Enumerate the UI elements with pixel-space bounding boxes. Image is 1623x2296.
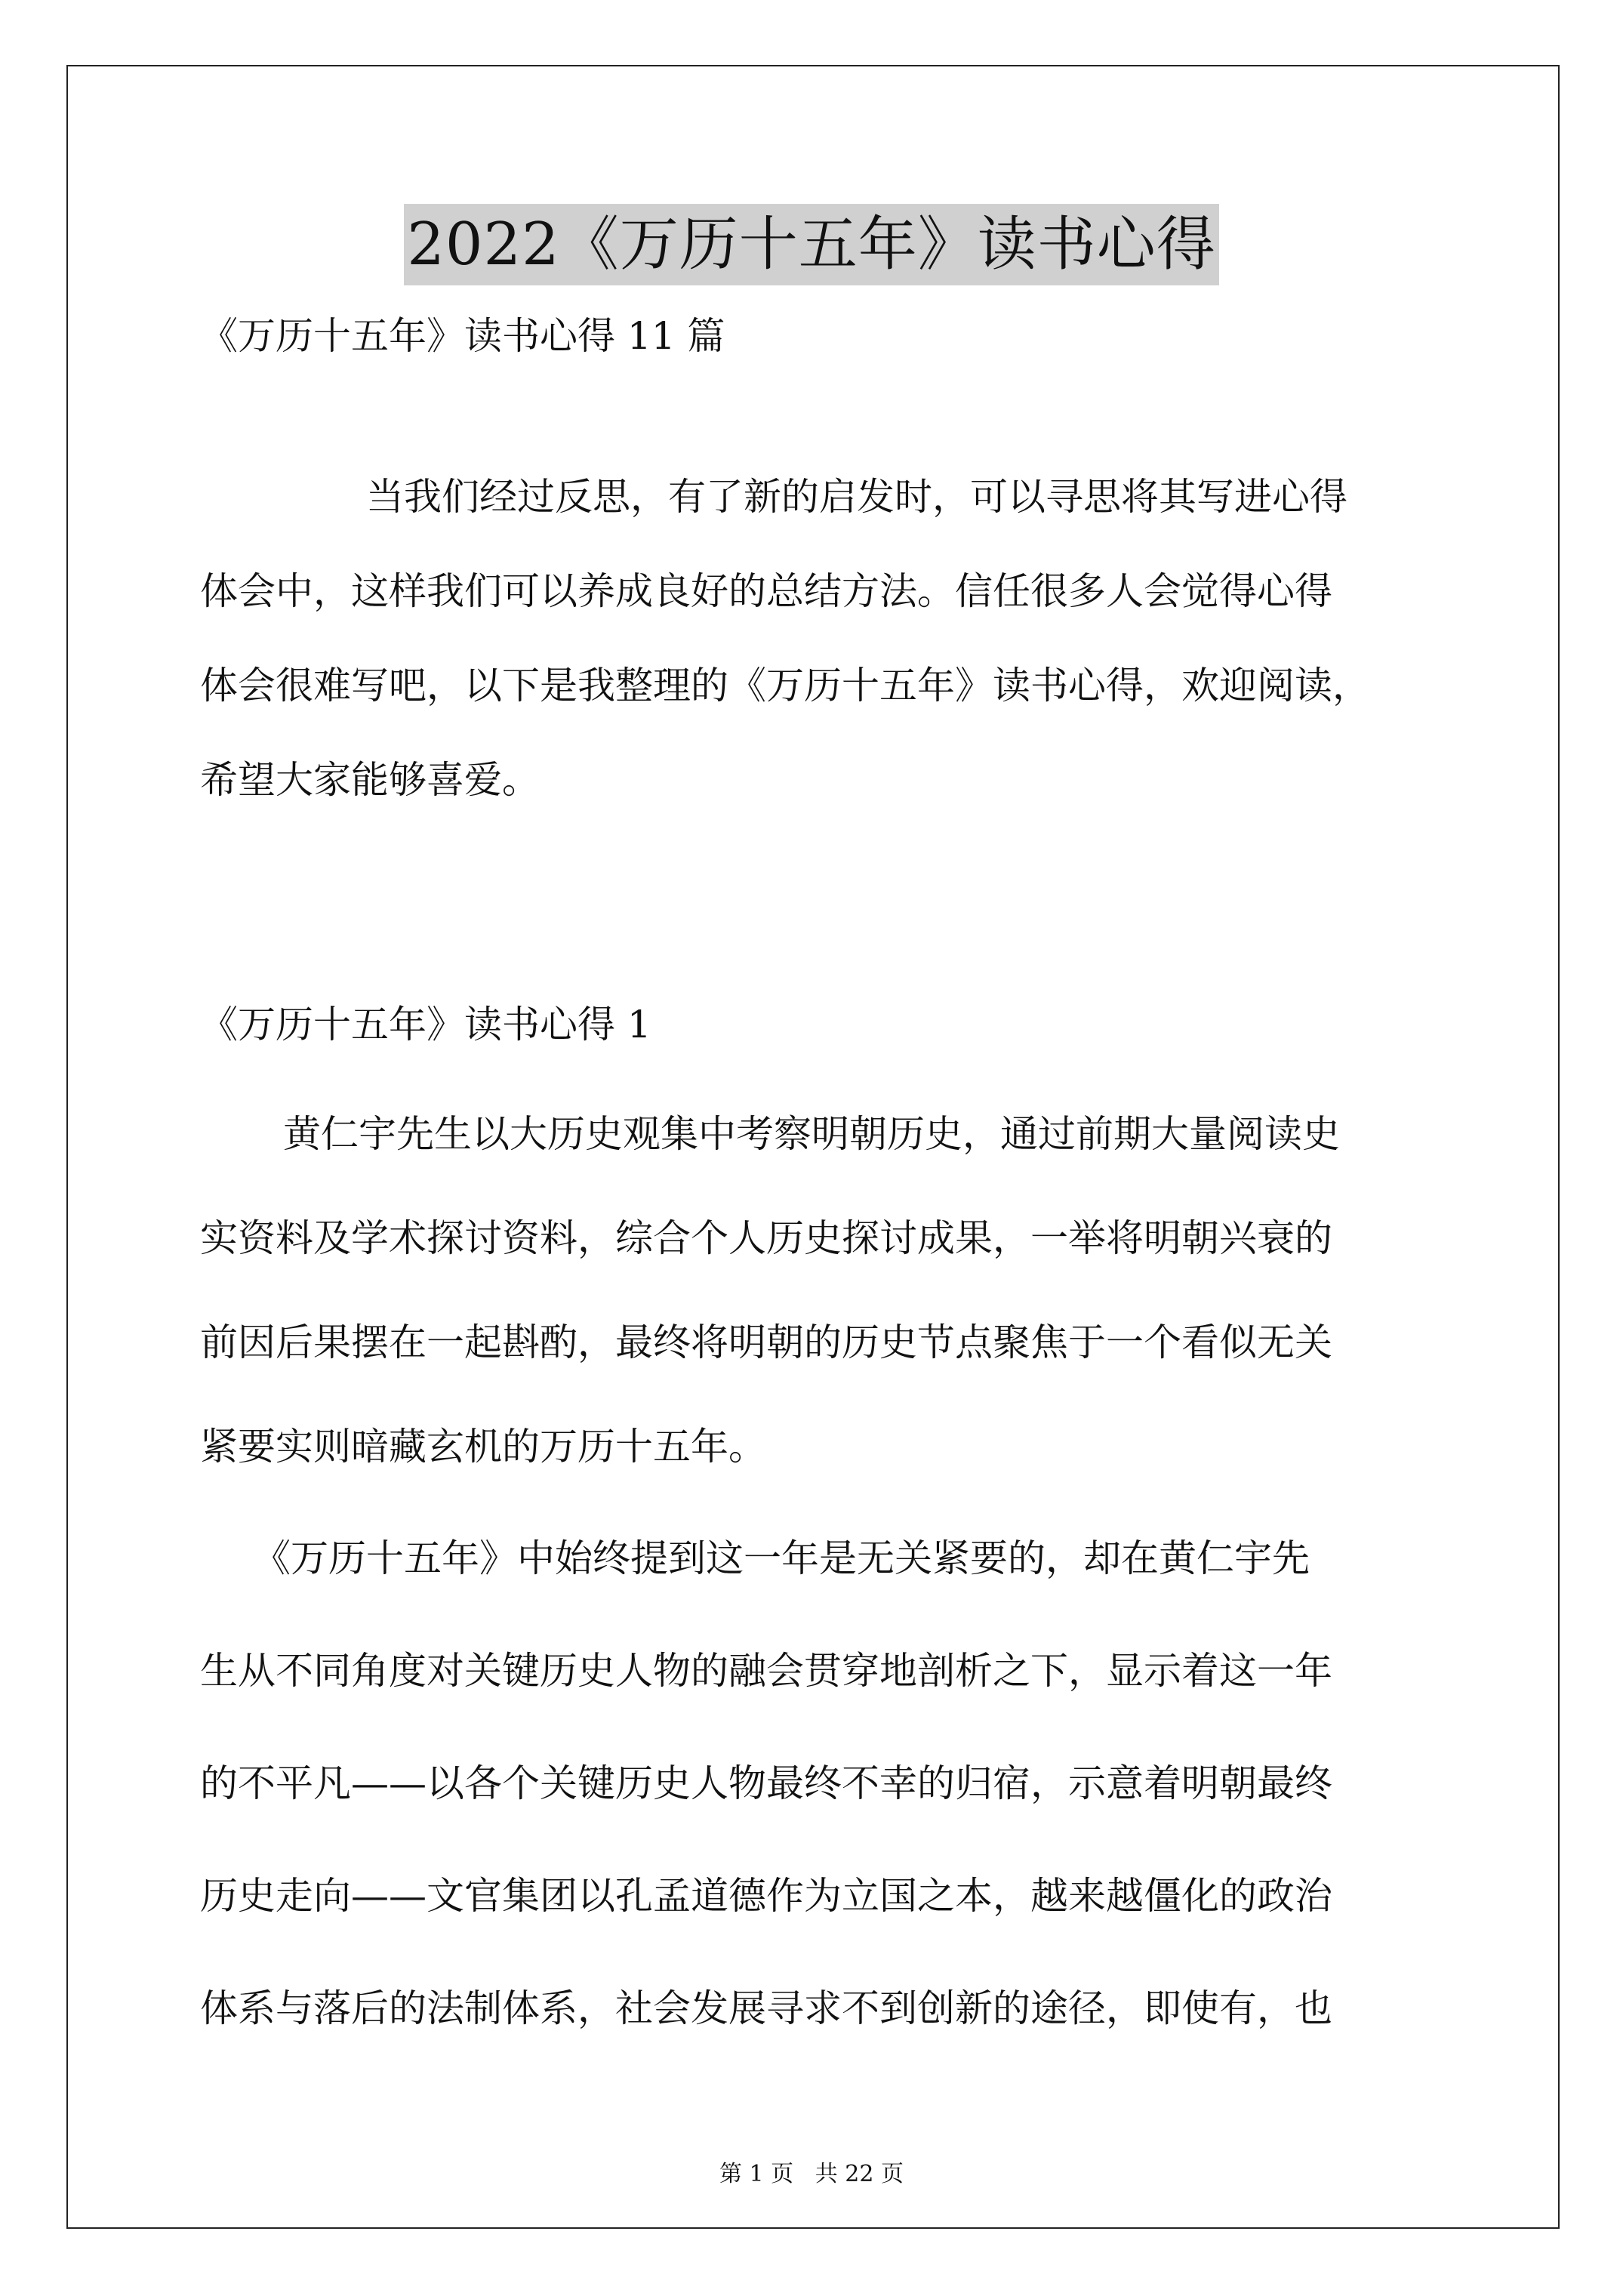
s1-p1-line-2: 实资料及学术探讨资料，综合个人历史探讨成果，一举将明朝兴衰的 — [200, 1216, 1332, 1260]
intro-line-2: 体会中，这样我们可以养成良好的总结方法。信任很多人会觉得心得 — [200, 569, 1332, 613]
s1-p2-line-2: 生从不同角度对关键历史人物的融会贯穿地剖析之下，显示着这一年 — [200, 1649, 1332, 1693]
title-wrap — [0, 204, 1623, 285]
s1-p2-line-1: 《万历十五年》中始终提到这一年是无关紧要的，却在黄仁宇先 — [253, 1536, 1310, 1580]
s1-p1-line-4: 紧要实则暗藏玄机的万历十五年。 — [200, 1425, 766, 1469]
page-number-footer: 第 1 页 共 22 页 — [719, 2161, 904, 2187]
s1-p2-line-3: 的不平凡——以各个关键历史人物最终不幸的归宿，示意着明朝最终 — [200, 1761, 1332, 1805]
s1-p1-line-3: 前因后果摆在一起斟酌，最终将明朝的历史节点聚焦于一个看似无关 — [200, 1321, 1332, 1364]
s1-p1-line-1: 黄仁宇先生以大历史观集中考察明朝历史，通过前期大量阅读史 — [283, 1112, 1340, 1156]
document-title: 2022《万历十五年》读书心得 — [404, 204, 1219, 285]
s1-p2-line-5: 体系与落后的法制体系，社会发展寻求不到创新的途径，即使有，也 — [200, 1986, 1332, 2030]
s1-p2-line-4: 历史走向——文官集团以孔孟道德作为立国之本，越来越僵化的政治 — [200, 1874, 1332, 1918]
intro-line-4: 希望大家能够喜爱。 — [200, 758, 540, 802]
section-1-heading: 《万历十五年》读书心得 1 — [200, 1003, 651, 1046]
intro-line-1: 当我们经过反思，有了新的启发时，可以寻思将其写进心得 — [366, 475, 1347, 519]
document-subtitle: 《万历十五年》读书心得 11 篇 — [200, 314, 725, 358]
intro-line-3: 体会很难写吧，以下是我整理的《万历十五年》读书心得，欢迎阅读， — [200, 664, 1370, 707]
